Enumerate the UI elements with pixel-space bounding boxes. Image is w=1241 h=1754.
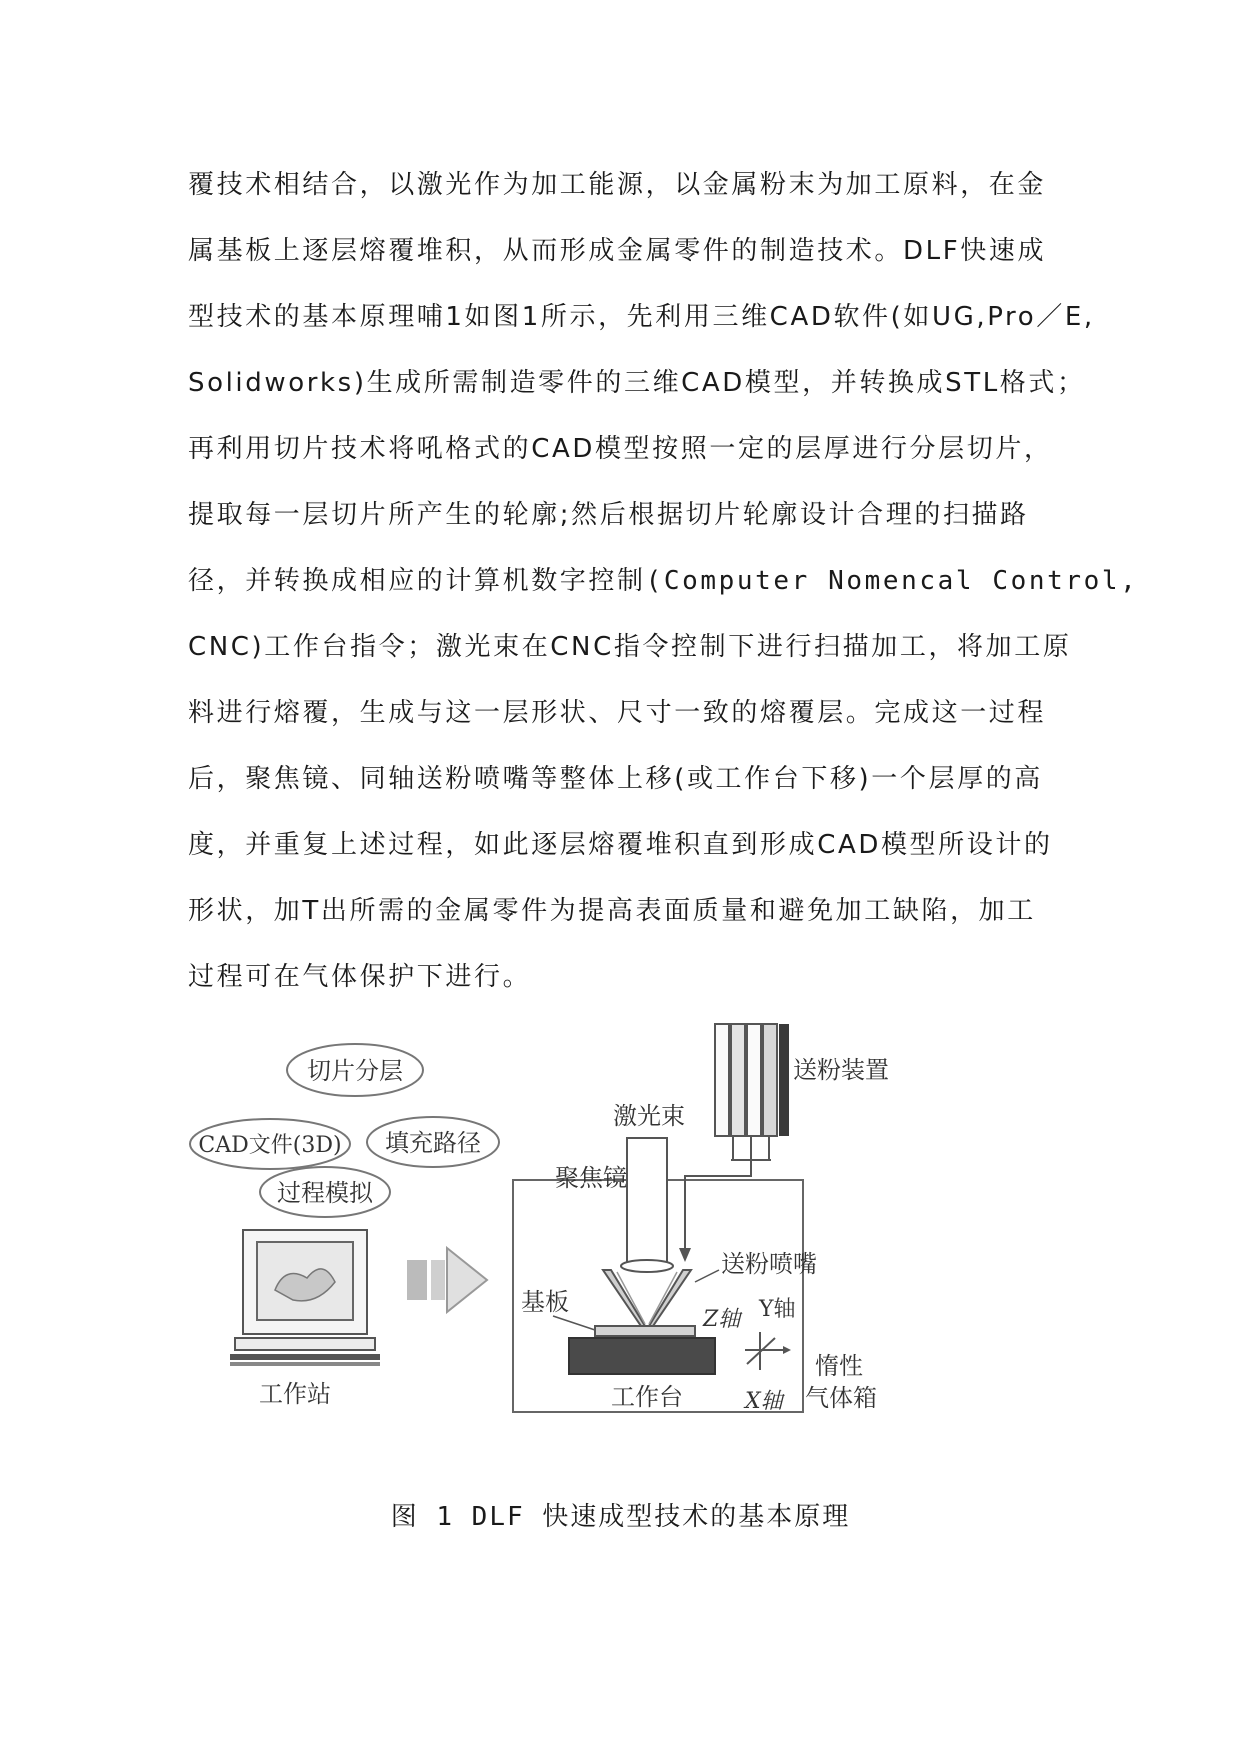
text-line: 提取每一层切片所产生的轮廓;然后根据切片轮廓设计合理的扫描路 — [188, 500, 1029, 530]
label-x-axis: X轴 — [745, 1389, 783, 1414]
text-line: 径，并转换成相应的计算机数字控制(Computer Nomencal Control, — [188, 566, 1139, 596]
powder-feed-line — [685, 1160, 751, 1256]
text-line: 再利用切片技术将吼格式的CAD模型按照一定的层厚进行分层切片， — [188, 434, 1053, 464]
text-line: 型技术的基本原理哺1如图1所示，先利用三维CAD软件(如UG,Pro／E, — [188, 302, 1095, 332]
feed-arrow-icon — [679, 1248, 691, 1262]
text-line: 后，聚焦镜、同轴送粉喷嘴等整体上移(或工作台下移)一个层厚的高 — [188, 764, 1043, 794]
label-powder-feeder: 送粉装置 — [793, 1056, 889, 1084]
text-line: CNC)工作台指令；激光束在CNC指令控制下进行扫描加工，将加工原 — [188, 632, 1072, 662]
label-slice: 切片分层 — [307, 1057, 403, 1085]
axis-indicator-icon — [745, 1332, 791, 1370]
text-line: 料进行熔覆，生成与这一层形状、尺寸一致的熔覆层。完成这一过程 — [188, 698, 1047, 728]
process-arrow-icon — [407, 1248, 487, 1312]
substrate — [595, 1326, 695, 1336]
laser-beam — [627, 1138, 667, 1262]
text-line: 属基板上逐层熔覆堆积，从而形成金属零件的制造技术。DLF快速成 — [188, 236, 1047, 266]
label-y-axis: Y轴 — [759, 1297, 796, 1322]
text-line: 形状，加T出所需的金属零件为提高表面质量和避免加工缺陷，加工 — [188, 896, 1036, 926]
worktable — [569, 1338, 715, 1374]
focusing-lens — [621, 1260, 673, 1272]
powder-feeder-icon — [715, 1024, 789, 1160]
body-paragraph — [188, 162, 1139, 1020]
figure-caption: 图 1 DLF 快速成型技术的基本原理 — [390, 1502, 851, 1532]
label-workstation: 工作站 — [259, 1380, 331, 1408]
workstation-computer-icon — [230, 1230, 380, 1366]
label-z-axis: Z轴 — [703, 1307, 741, 1332]
label-worktable: 工作台 — [611, 1383, 683, 1411]
powder-nozzle-icon — [603, 1270, 691, 1326]
label-substrate: 基板 — [521, 1288, 569, 1316]
nozzle-leader-line — [695, 1270, 719, 1282]
text-line: 度，并重复上述过程，如此逐层熔覆堆积直到形成CAD模型所设计的 — [188, 830, 1053, 860]
label-fill-path: 填充路径 — [385, 1129, 481, 1157]
label-inert-line2: 气体箱 — [805, 1384, 877, 1412]
label-lens: 聚焦镜 — [555, 1164, 627, 1192]
text-line: Solidworks)生成所需制造零件的三维CAD模型，并转换成STL格式； — [188, 368, 1086, 398]
label-laser: 激光束 — [613, 1102, 685, 1130]
text-line: 过程可在气体保护下进行。 — [188, 962, 532, 992]
substrate-leader-line — [553, 1316, 595, 1330]
text-line: 覆技术相结合，以激光作为加工能源，以金属粉末为加工原料，在金 — [188, 170, 1047, 200]
label-cad: CAD文件(3D) — [198, 1133, 342, 1158]
figure-diagram — [185, 1020, 1005, 1460]
label-nozzle: 送粉喷嘴 — [721, 1250, 817, 1278]
label-inert-line1: 惰性 — [815, 1352, 863, 1380]
dlf-principle-figure — [185, 1020, 1005, 1460]
label-simulate: 过程模拟 — [277, 1179, 373, 1207]
